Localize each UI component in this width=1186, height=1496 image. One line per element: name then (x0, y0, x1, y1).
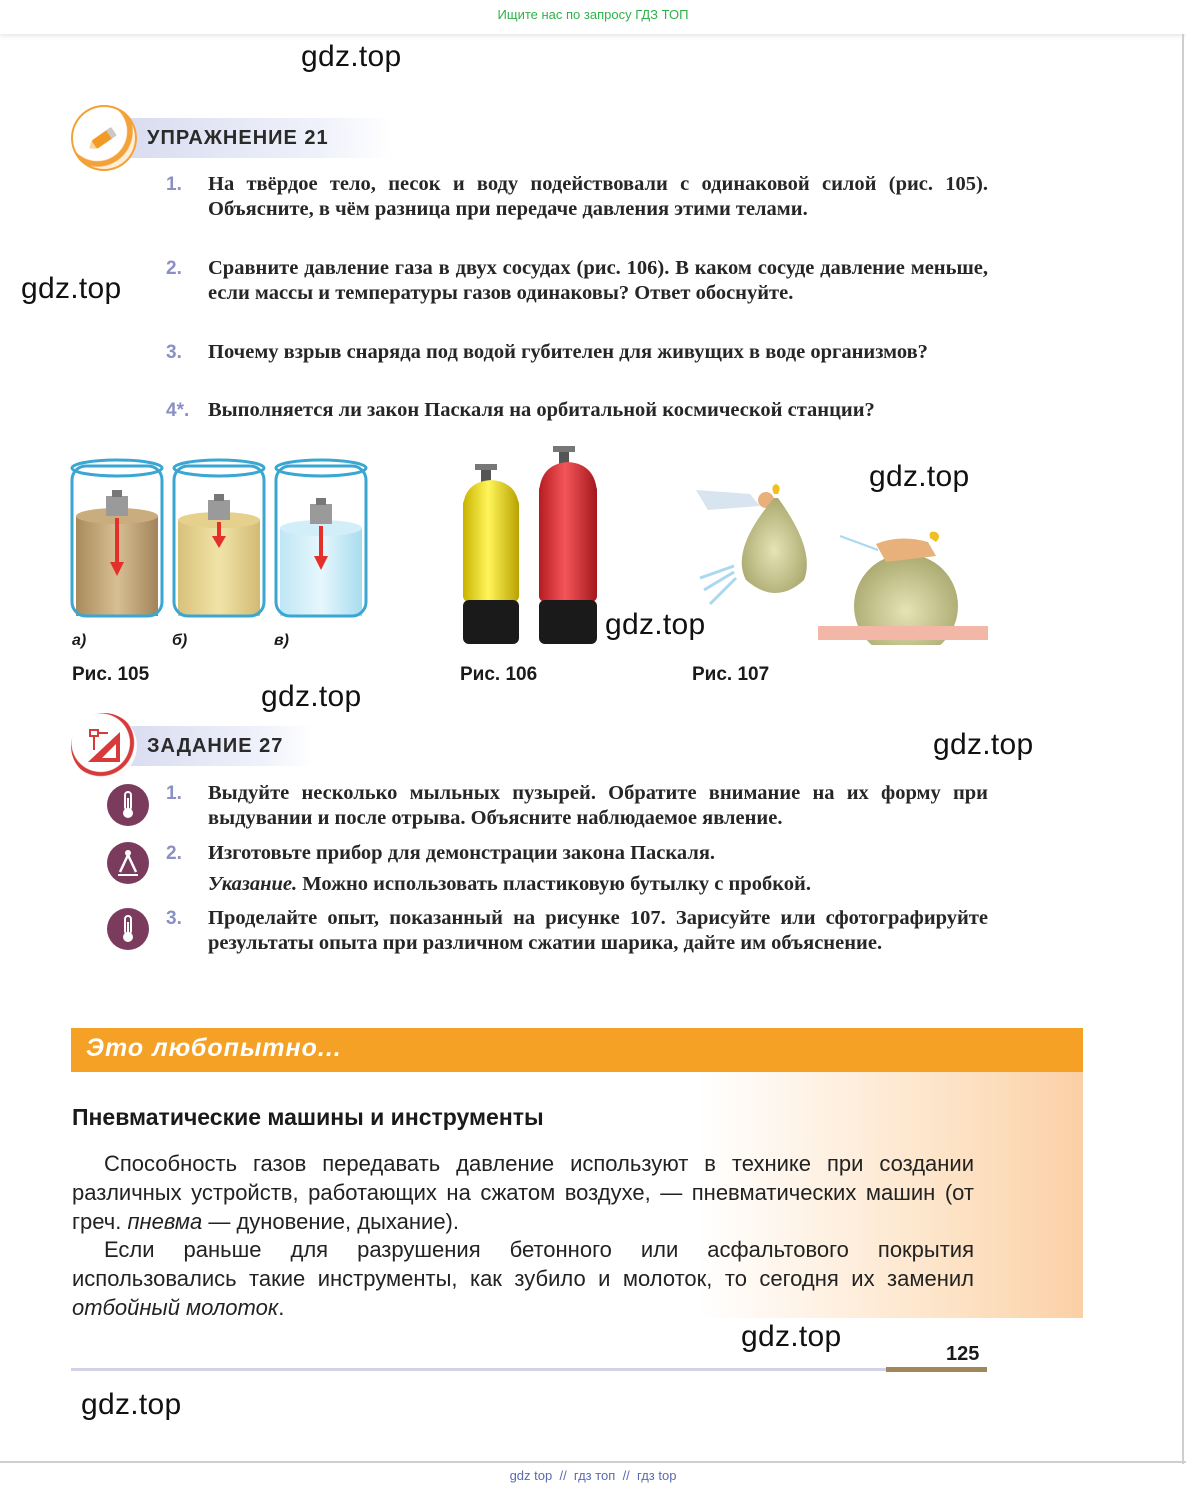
item-number: 2. (166, 258, 182, 279)
compass-icon (107, 842, 149, 884)
paragraph-text: Если раньше для разрушения бетонного или асфальтового покрытия использовались такие инструменты, как зубило и молоток, то сегодня их заменил (72, 1237, 974, 1291)
banner-text[interactable]: Ищите нас по запросу ГДЗ ТОП (497, 7, 689, 22)
watermark: gdz.top (869, 460, 970, 493)
thermometer-icon (107, 784, 149, 826)
watermark: gdz.top (81, 1388, 182, 1421)
figure-105-beakers (68, 458, 368, 628)
exercise-header (71, 114, 401, 162)
fig105-sub-a: а) (72, 632, 87, 649)
item-number: 1. (166, 783, 182, 804)
item-number: 3. (166, 908, 182, 929)
exercise-title: УПРАЖНЕНИЕ 21 (123, 118, 393, 158)
exercise-item-1 (166, 172, 988, 222)
thermometer-icon (107, 908, 149, 950)
watermark: gdz.top (605, 608, 706, 641)
fig106-label: Рис. 106 (460, 664, 538, 685)
exercise-item-4 (166, 398, 988, 423)
figure-106-cylinders (455, 440, 605, 650)
item-text: Почему взрыв снаряда под водой губителен для живущих в воде организмов? (208, 341, 928, 363)
footer-links (0, 1468, 1186, 1483)
item-number: 3. (166, 342, 182, 363)
beaker-solid (72, 460, 162, 616)
top-banner[interactable] (0, 0, 1186, 34)
hint-label: Указание. (208, 873, 298, 895)
item-text: Изготовьте прибор для демонстрации закона Паскаля. (208, 842, 716, 864)
page-number: 125 (946, 1343, 980, 1365)
curious-heading: Пневматические машины и инструменты (72, 1104, 544, 1130)
footer-divider (0, 1461, 1186, 1463)
task-header (71, 722, 321, 770)
item-text: Сравните давление газа в двух сосудах (рис. 106). В каком сосуде давление меньше, если массы и температуры газов одинаковы? Ответ обоснуйте. (208, 257, 988, 304)
fig105-sub-c: в) (274, 632, 289, 649)
task-item-1 (166, 781, 988, 831)
paragraph-text: . (278, 1295, 285, 1320)
beaker-water (276, 460, 366, 616)
watermark: gdz.top (301, 40, 402, 73)
hint-text: Можно использовать пластиковую бутылку с пробкой. (297, 873, 811, 895)
figure-107-balloon (690, 480, 990, 645)
item-text: На твёрдое тело, песок и воду подействовали с одинаковой силой (рис. 105). Объясните, в чём разница при передаче давления этими телами. (208, 173, 988, 220)
paragraph-emphasis: отбойный молоток (72, 1295, 279, 1320)
curious-paragraph-1 (72, 1149, 974, 1236)
watermark: gdz.top (933, 728, 1034, 761)
page-right-border (1182, 34, 1184, 1464)
task-item-3 (166, 906, 988, 956)
watermark: gdz.top (261, 680, 362, 713)
fig105-sub-b: б) (172, 632, 188, 649)
item-text: Выдуйте несколько мыльных пузырей. Обратите внимание на их форму при выдувании и после отрыва. Объясните наблюдаемое явление. (208, 782, 988, 829)
item-text: Выполняется ли закон Паскаля на орбитальной космической станции? (208, 399, 875, 421)
balloon-squeezed (818, 532, 988, 645)
pencil-icon (71, 105, 137, 171)
curious-title: Это любопытно... (86, 1034, 342, 1062)
task-title: ЗАДАНИЕ 27 (123, 726, 313, 766)
footer-separator: // (622, 1468, 630, 1483)
task-item-2 (166, 841, 988, 897)
fig105-label: Рис. 105 (72, 664, 150, 685)
ruler-triangle-icon (71, 713, 137, 779)
item-text: Проделайте опыт, показанный на рисунке 107. Зарисуйте или сфотографируйте результаты опыта при различном сжатии шарика, дайте им объяснение. (208, 907, 988, 954)
curious-paragraph-2 (72, 1235, 974, 1322)
footer-link-3[interactable]: гдз top (637, 1468, 677, 1483)
footer-link-1[interactable]: gdz top (509, 1468, 553, 1483)
item-number: 4*. (166, 400, 190, 421)
item-number: 2. (166, 843, 182, 864)
item-hint (208, 872, 988, 897)
cylinder-yellow (463, 464, 519, 644)
exercise-item-2 (166, 256, 988, 306)
exercise-item-3 (166, 340, 988, 365)
watermark: gdz.top (741, 1320, 842, 1353)
paragraph-emphasis: пневма (127, 1209, 203, 1234)
watermark: gdz.top (21, 272, 122, 305)
footer-link-2[interactable]: гдз топ (573, 1468, 616, 1483)
paragraph-text: Способность газов передавать давление используют в технике при создании различных устройств, работающих на сжатом воздухе, — пневматических машин (от греч. (72, 1151, 974, 1234)
balloon-hanging (696, 484, 807, 604)
paragraph-text: — дуновение, дыхание). (202, 1209, 459, 1234)
beaker-sand (174, 460, 264, 616)
page-rule-accent (886, 1367, 987, 1372)
page-rule (71, 1368, 987, 1371)
footer-separator: // (559, 1468, 567, 1483)
cylinder-red (539, 446, 597, 644)
item-number: 1. (166, 174, 182, 195)
fig107-label: Рис. 107 (692, 664, 770, 685)
